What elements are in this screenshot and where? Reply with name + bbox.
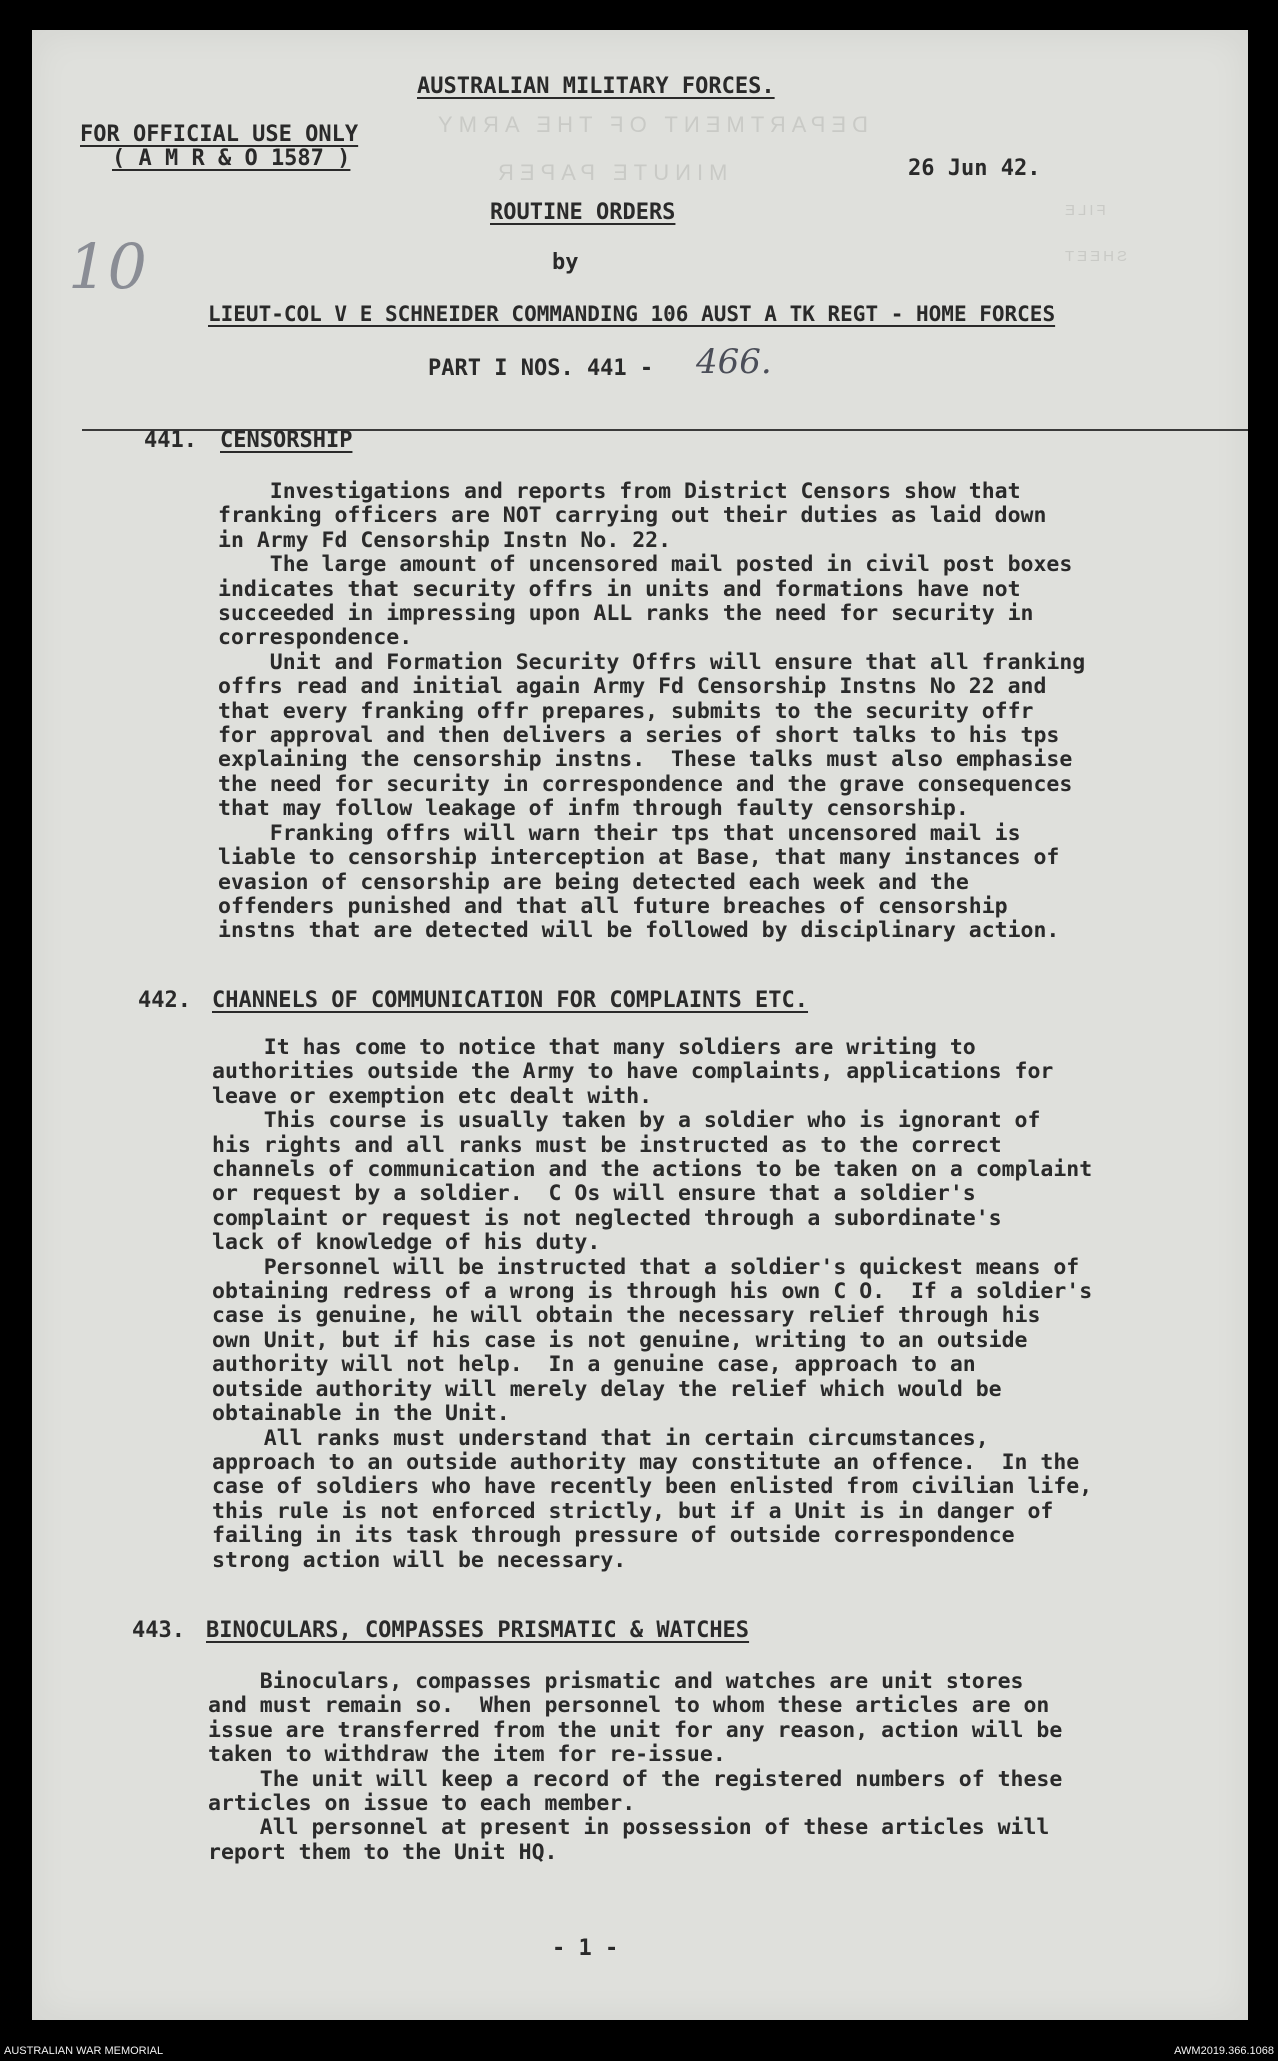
- document-sheet: [32, 30, 1248, 2020]
- ghost-file: FILE: [1062, 202, 1106, 219]
- reference-number: ( A M R & O 1587 ): [112, 146, 351, 171]
- forces-heading: AUSTRALIAN MILITARY FORCES.: [417, 74, 775, 99]
- ghost-minute-paper: MINUTE PAPER: [492, 160, 728, 185]
- order-date: 26 Jun 42.: [908, 156, 1041, 181]
- section-heading-channels: CHANNELS OF COMMUNICATION FOR COMPLAINTS ETC.: [212, 988, 809, 1013]
- page-number: - 1 -: [552, 1936, 619, 1961]
- ghost-department: DEPARTMENT OF THE ARMY: [432, 112, 868, 137]
- section-body-censorship: Investigations and reports from District Censors show that franking officers are NOT carrying out their duties as laid down in Army Fd Censorship Instn No. 22. The large amount of uncensored mail posted in civil post boxes indicates that security offrs in units and formations have not succeeded in impressing upon ALL ranks the need for security in correspondence. Unit and Formation Security Offrs will ensure that all franking offrs read and initial again Army Fd Censorship Instns No 22 and that every franking offr prepares, submits to the security offr for approval and then delivers a series of short talks to his tps explaining the censorship instns. These talks must also emphasise the need for security in correspondence and the grave consequences that may follow leakage of infm through faulty censorship. Franking offrs will warn their tps that uncensored mail is liable to censorship interception at Base, that many instances of evasion of censorship are being detected each week and the offenders punished and that all future breaches of censorship instns that are detected will be followed by disciplinary action.: [218, 479, 1086, 944]
- by-line: by: [552, 250, 579, 275]
- margin-note-handwritten: 10: [68, 230, 147, 303]
- section-number-441: 441.: [144, 428, 197, 453]
- ghost-sheet: SHEET: [1062, 248, 1128, 265]
- commander-line: LIEUT-COL V E SCHNEIDER COMMANDING 106 AUST A TK REGT - HOME FORCES: [208, 302, 1056, 326]
- section-heading-binoculars: BINOCULARS, COMPASSES PRISMATIC & WATCHES: [206, 1618, 750, 1643]
- footer-credit: AUSTRALIAN WAR MEMORIAL: [4, 2045, 164, 2057]
- section-body-binoculars: Binoculars, compasses prismatic and watches are unit stores and must remain so. When personnel to whom these articles are on issue are transferred from the unit for any reason, action will be taken to withdraw the item for re-issue. The unit will keep a record of the registered numbers of these articles on issue to each member. All personnel at present in possession of these articles will report them to the Unit HQ.: [208, 1669, 1063, 1865]
- section-heading-censorship: CENSORSHIP: [220, 428, 353, 453]
- section-body-channels: It has come to notice that many soldiers are writing to authorities outside the Army to have complaints, applications for leave or exemption etc dealt with. This course is usually taken by a soldier who is ignorant of his rights and all ranks must be instructed as to the correct channels of communication and the actions to be taken on a complaint or request by a soldier. C Os will ensure that a soldier's complaint or request is not neglected through a subordinate's lack of knowledge of his duty. Personnel will be instructed that a soldier's quickest means of obtaining redress of a wrong is through his own C O. If a soldier's case is genuine, he will obtain the necessary relief through his own Unit, but if his case is not genuine, writing to an outside authority will not help. In a genuine case, approach to an outside authority will merely delay the relief which would be obtainable in the Unit. All ranks must understand that in certain circumstances, approach to an outside authority may constitute an offence. In the case of soldiers who have recently been enlisted from civilian life, this rule is not enforced strictly, but if a Unit is in danger of failing in its task through pressure of outside correspondence strong action will be necessary.: [212, 1035, 1093, 1573]
- footer-accession: AWM2019.366.1068: [1174, 2045, 1274, 2057]
- classification: FOR OFFICIAL USE ONLY: [80, 122, 359, 147]
- document-title: ROUTINE ORDERS: [490, 200, 676, 225]
- part-end-handwritten: 466.: [696, 342, 772, 382]
- section-number-442: 442.: [138, 988, 191, 1013]
- section-number-443: 443.: [132, 1618, 185, 1643]
- part-numbers: PART I NOS. 441 -: [428, 356, 654, 381]
